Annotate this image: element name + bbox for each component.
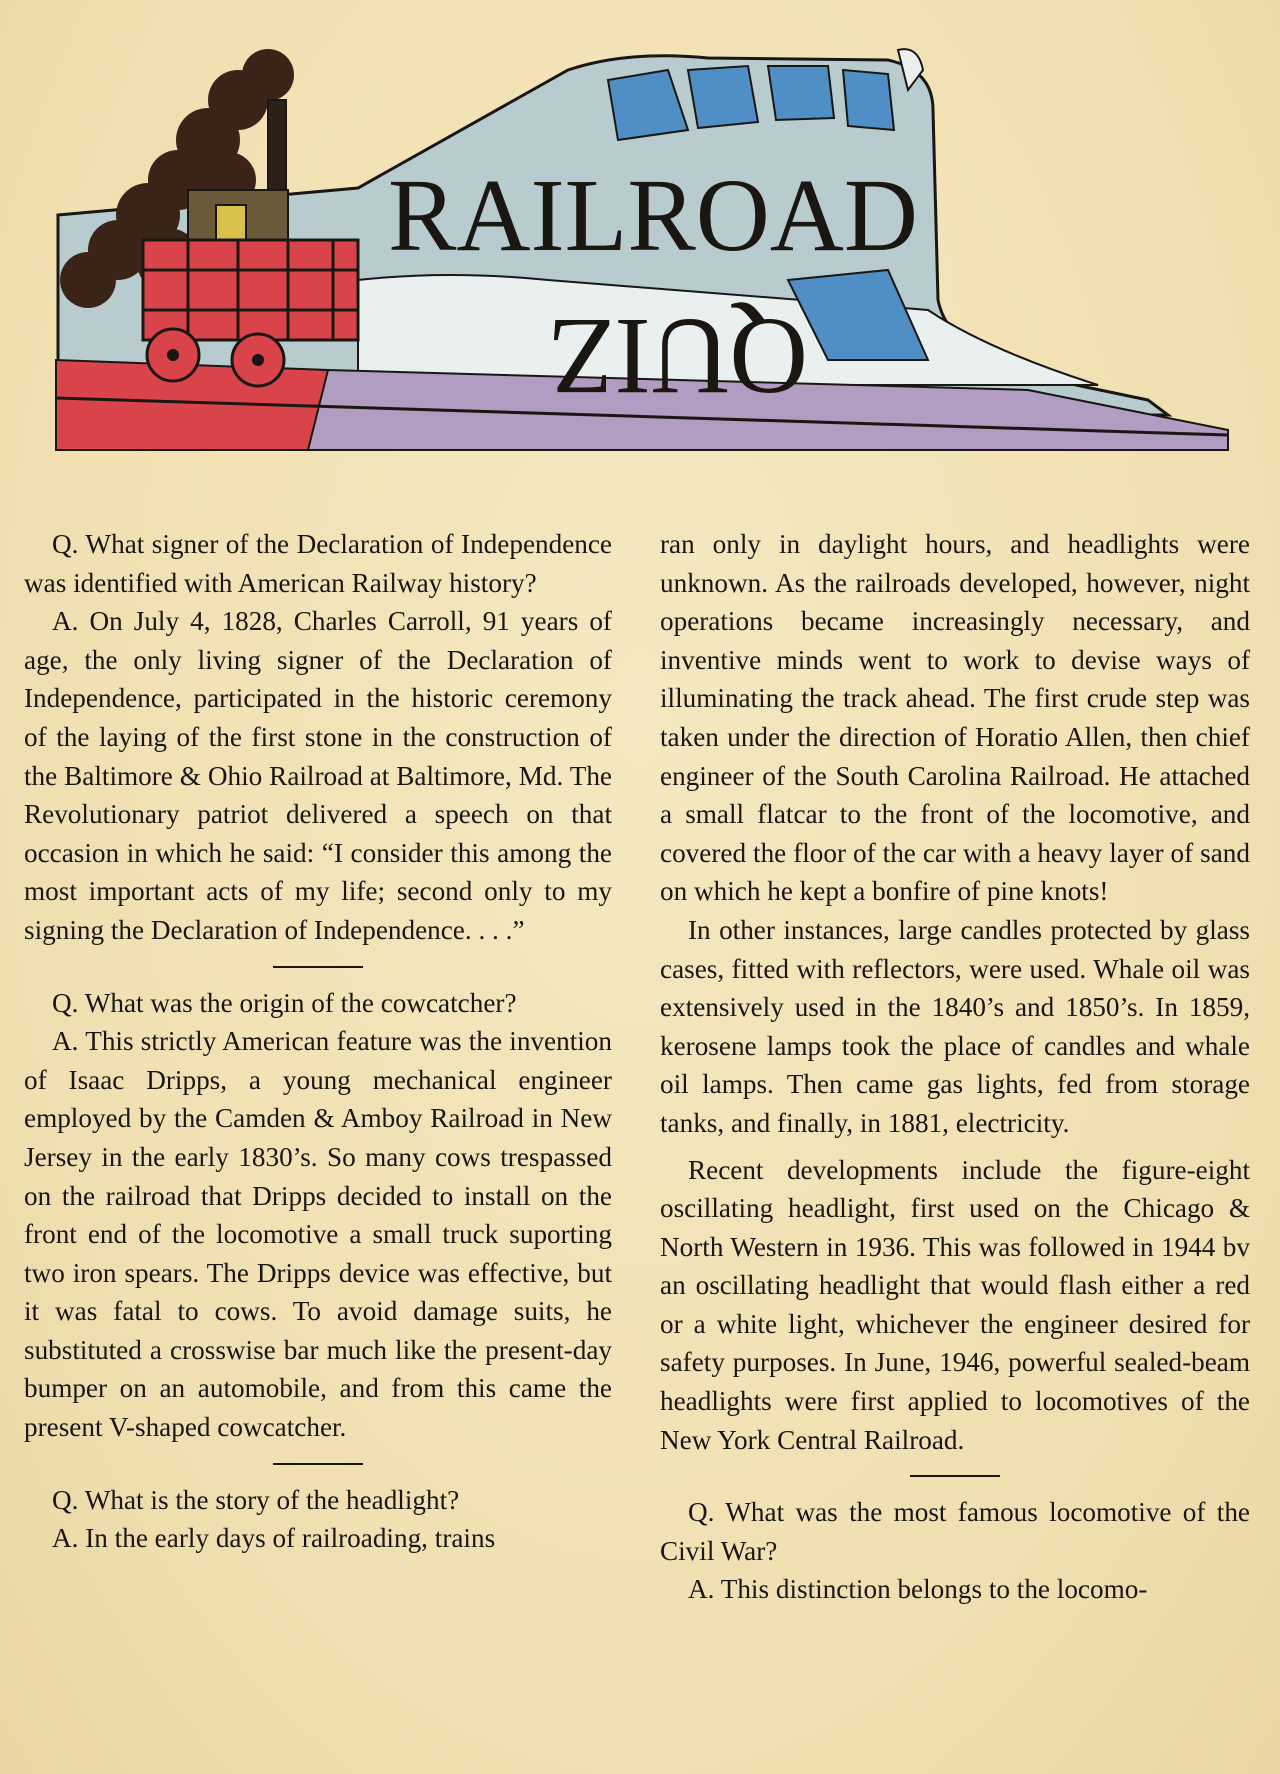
left-column xyxy=(24,525,612,1558)
answer-cowcatcher: A. This strictly American feature was the invention of Isaac Dripps, a young mechanical engineer employed by the Camden & Amboy Railroad in New Jersey in the early 1830’s. So many cows trespassed on the railroad that Dripps decided to install on the front end of the locomotive a small truck suporting two iron spears. The Dripps device was effective, but it was fatal to cows. To avoid damage suits, he substituted a crosswise bar much like the present-day bumper on an automobile, and from this came the present V-shaped cowcatcher. xyxy=(24,1026,612,1443)
paragraph-candles: In other instances, large candles protected by glass cases, fitted with reflectors, were used. Whale oil was extensively used in the 1840’s and 1850’s. In 1859, kerosene lamps took the place of candles and whale oil lamps. Then came gas lights, fed from storage tanks, and finally, in 1881, electricity. xyxy=(660,914,1250,1138)
banner-title-railroad: RAILROAD xyxy=(388,158,918,273)
section-divider xyxy=(273,966,363,968)
answer-signer: A. On July 4, 1828, Charles Carroll, 91 years of age, the only living signer of the Declaration of Independence, participated in the historic ceremony of the laying of the first stone in the construction of the Baltimore & Ohio Railroad at Baltimore, Md. The Revolutionary patriot delivered a speech on that occasion in which he said: “I consider this among the most important acts of my life; second only to my signing the Declaration of Independence. . . .” xyxy=(24,606,612,945)
question-civil-war-locomotive: Q. What was the most famous locomotive of the Civil War? xyxy=(660,1497,1250,1566)
answer-headlight-start: A. In the early days of railroading, trains xyxy=(52,1523,496,1554)
section-divider xyxy=(910,1475,1000,1477)
question-cowcatcher: Q. What was the origin of the cowcatcher? xyxy=(52,987,517,1018)
right-column xyxy=(660,525,1250,1609)
title-banner xyxy=(28,30,1248,480)
train-illustration xyxy=(28,30,1248,480)
banner-title-quiz: QUIZ xyxy=(548,296,808,418)
paragraph-recent-developments: Recent developments include the figure-eight oscillating headlight, first used on the Chicago & North Western in 1936. This was followed in 1944 bv an oscillating headlight that would flash either a red or a white light, whichever the engineer desired for safety purposes. In June, 1946, powerful sealed-beam headlights were first applied to locomotives of the New York Central Railroad. xyxy=(660,1154,1250,1455)
answer-headlight-continued: ran only in daylight hours, and headlights were unknown. As the railroads developed, however, night operations became increasingly necessary, and inventive minds went to work to devise ways of illuminating the track ahead. The first crude step was taken under the direction of Horatio Allen, then chief engineer of the South Carolina Railroad. He attached a small flatcar to the front of the locomotive, and covered the floor of the car with a heavy layer of sand on which he kept a bonfire of pine knots! xyxy=(660,529,1250,907)
section-divider xyxy=(273,1463,363,1465)
answer-civil-war-locomotive: A. This distinction belongs to the locomo- xyxy=(688,1574,1148,1605)
question-headlight: Q. What is the story of the headlight? xyxy=(52,1484,460,1515)
question-signer: Q. What signer of the Declaration of Independence was identified with American Railway history? xyxy=(24,529,612,598)
